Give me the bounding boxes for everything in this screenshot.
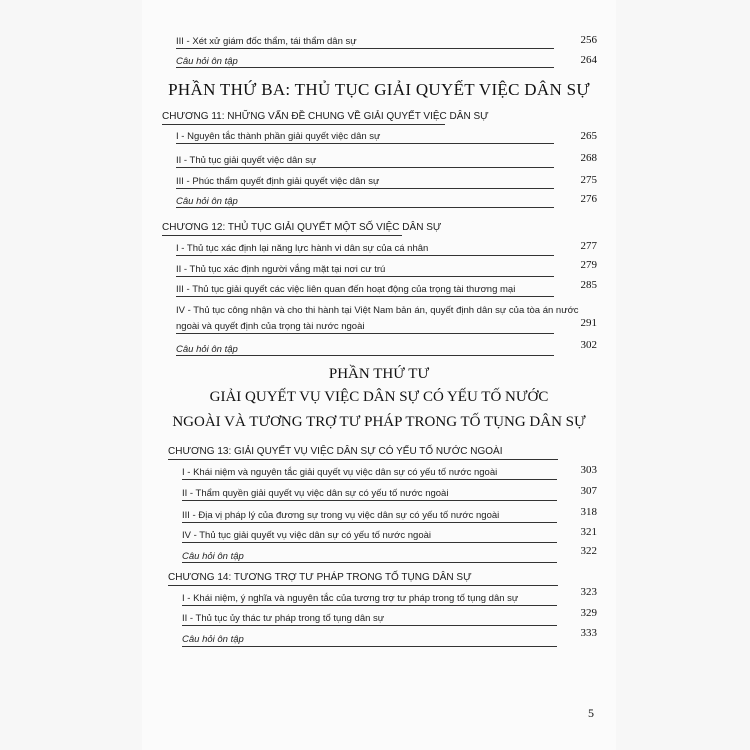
toc-page-number: 321 — [580, 526, 597, 538]
toc-entry-review: Câu hỏi ôn tập — [176, 56, 238, 67]
toc-entry: III - Xét xử giám đốc thẩm, tái thẩm dân sự — [176, 36, 357, 47]
toc-page-number: 307 — [580, 485, 597, 497]
entry-underline — [176, 188, 554, 189]
entry-underline — [176, 355, 554, 356]
part-heading-line: NGOÀI VÀ TƯƠNG TRỢ TƯ PHÁP TRONG TỐ TỤNG DÂN SỰ — [172, 414, 586, 430]
toc-entry: I - Khái niệm, ý nghĩa và nguyên tắc của tương trợ tư pháp trong tố tụng dân sự — [182, 593, 519, 604]
toc-page-number: 329 — [580, 607, 597, 619]
toc-entry: III - Phúc thẩm quyết định giải quyết việc dân sự — [176, 176, 380, 187]
chapter-underline — [162, 124, 445, 125]
toc-entry-review: Câu hỏi ôn tập — [182, 634, 244, 645]
entry-underline — [182, 646, 557, 647]
toc-entry: IV - Thủ tục công nhận và cho thi hành tại Việt Nam bản án, quyết định dân sự của tòa án nước — [176, 305, 579, 316]
toc-entry: III - Địa vị pháp lý của đương sự trong vụ việc dân sự có yếu tố nước ngoài — [182, 510, 500, 521]
toc-entry: II - Thủ tục ủy thác tư pháp trong tố tụng dân sự — [182, 613, 385, 624]
toc-page-number: 322 — [580, 545, 597, 557]
toc-page-number: 256 — [580, 34, 597, 46]
toc-page-number: 285 — [580, 279, 597, 291]
toc-entry: I - Thủ tục xác định lại năng lực hành vi dân sự của cá nhân — [176, 243, 429, 254]
toc-entry: IV - Thủ tục giải quyết vụ việc dân sự có yếu tố nước ngoài — [182, 530, 432, 541]
chapter-heading: CHƯƠNG 12: THỦ TỤC GIẢI QUYẾT MỘT SỐ VIỆC DÂN SỰ — [162, 222, 442, 233]
entry-underline — [182, 562, 557, 563]
chapter-heading: CHƯƠNG 11: NHỮNG VẤN ĐỀ CHUNG VỀ GIẢI QUYẾT VIỆC DÂN SỰ — [162, 111, 489, 122]
toc-entry: I - Khái niệm và nguyên tắc giải quyết vụ việc dân sự có yếu tố nước ngoài — [182, 467, 498, 478]
toc-page-number: 279 — [580, 259, 597, 271]
toc-page-number: 268 — [580, 152, 597, 164]
toc-page-number: 264 — [580, 54, 597, 66]
chapter-underline — [162, 235, 402, 236]
toc-entry: III - Thủ tục giải quyết các việc liên quan đến hoạt động của trọng tài thương mại — [176, 284, 516, 295]
toc-entry: II - Thủ tục giải quyết việc dân sự — [176, 155, 317, 166]
toc-page-number: 323 — [580, 586, 597, 598]
entry-underline — [182, 500, 557, 501]
entry-underline — [176, 143, 554, 144]
entry-underline — [182, 605, 557, 606]
toc-entry-review: Câu hỏi ôn tập — [176, 196, 238, 207]
toc-page-number: 265 — [580, 130, 597, 142]
part-heading-line: GIẢI QUYẾT VỤ VIỆC DÂN SỰ CÓ YẾU TỐ NƯỚC — [209, 389, 549, 405]
toc-page-number: 333 — [580, 627, 597, 639]
toc-entry-continued: ngoài và quyết định của trọng tài nước ngoài — [176, 321, 365, 332]
toc-entry: I - Nguyên tắc thành phần giải quyết việc dân sự — [176, 131, 381, 142]
entry-underline — [176, 167, 554, 168]
toc-page-number: 277 — [580, 240, 597, 252]
page-number: 5 — [588, 706, 594, 720]
toc-entry-review: Câu hỏi ôn tập — [176, 344, 238, 355]
entry-underline — [182, 625, 557, 626]
chapter-heading: CHƯƠNG 14: TƯƠNG TRỢ TƯ PHÁP TRONG TỐ TỤNG DÂN SỰ — [168, 572, 472, 583]
entry-underline — [176, 333, 554, 334]
entry-underline — [176, 207, 554, 208]
toc-page-number: 318 — [580, 506, 597, 518]
toc-entry: II - Thẩm quyền giải quyết vụ việc dân sự có yếu tố nước ngoài — [182, 488, 449, 499]
chapter-underline — [168, 459, 558, 460]
entry-underline — [176, 67, 554, 68]
toc-page-number: 303 — [580, 464, 597, 476]
toc-page-number: 291 — [580, 317, 597, 329]
entry-underline — [176, 276, 554, 277]
toc-page-number: 302 — [580, 339, 597, 351]
entry-underline — [176, 48, 554, 49]
entry-underline — [176, 255, 554, 256]
toc-page-number: 275 — [580, 174, 597, 186]
entry-underline — [176, 296, 554, 297]
chapter-heading: CHƯƠNG 13: GIẢI QUYẾT VỤ VIỆC DÂN SỰ CÓ YẾU TỐ NƯỚC NGOÀI — [168, 446, 503, 457]
toc-page-number: 276 — [580, 193, 597, 205]
entry-underline — [182, 479, 557, 480]
toc-entry-review: Câu hỏi ôn tập — [182, 551, 244, 562]
part-heading: PHẦN THỨ TƯ — [328, 366, 430, 382]
chapter-underline — [168, 585, 558, 586]
entry-underline — [182, 542, 557, 543]
entry-underline — [182, 522, 557, 523]
part-heading: PHẦN THỨ BA: THỦ TỤC GIẢI QUYẾT VIỆC DÂN SỰ — [168, 80, 590, 99]
toc-entry: II - Thủ tục xác định người vắng mặt tại nơi cư trú — [176, 264, 386, 275]
